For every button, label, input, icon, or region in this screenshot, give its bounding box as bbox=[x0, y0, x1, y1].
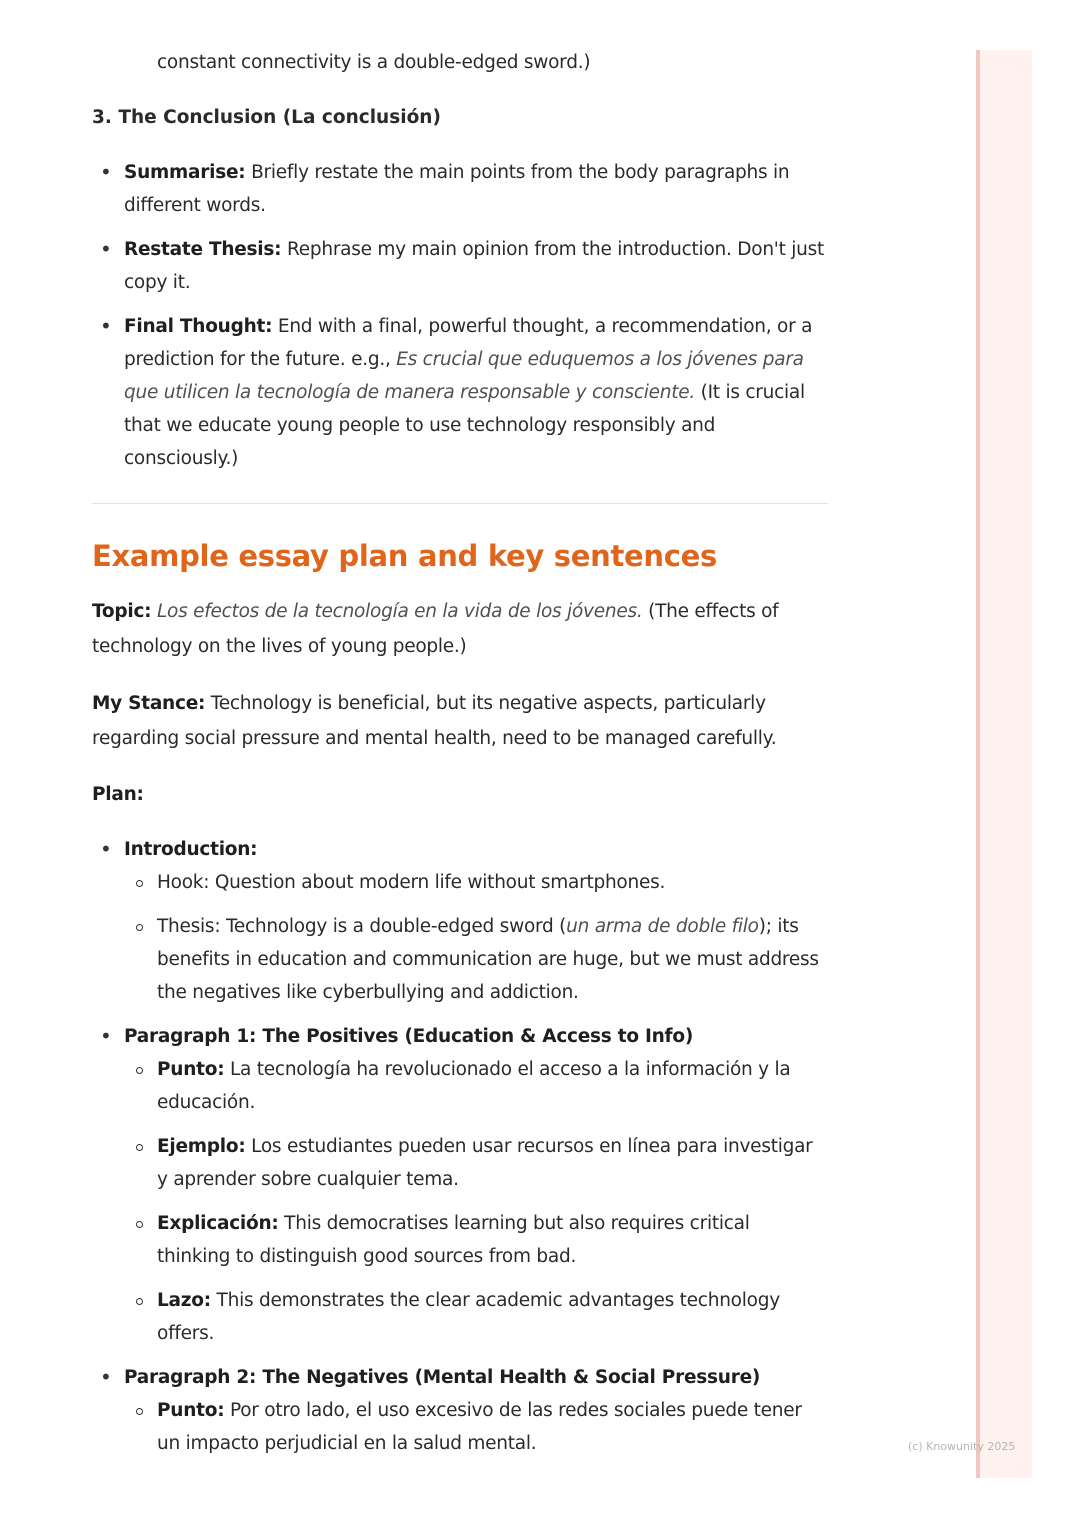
list-item bbox=[92, 310, 828, 475]
introduction-label: Introduction: bbox=[124, 839, 258, 860]
thesis-text-continued: ); its benefits in education and communication are huge, but we must address the negatives like cyberbullying and addiction. bbox=[157, 916, 819, 1003]
item-text: Por otro lado, el uso excesivo de las redes sociales puede tener un impacto perjudicial en la salud mental. bbox=[157, 1400, 802, 1454]
sublist-item: Hook: Question about modern life without smartphones. bbox=[124, 866, 828, 899]
plan-list bbox=[92, 833, 828, 1460]
plan-introduction bbox=[92, 833, 828, 1009]
conclusion-heading: 3. The Conclusion (La conclusión) bbox=[92, 107, 441, 128]
sublist-item bbox=[124, 1394, 828, 1460]
item-text: This democratises learning but also requires critical thinking to distinguish good sources from bad. bbox=[157, 1213, 750, 1267]
introduction-sublist bbox=[124, 866, 828, 1009]
plan-paragraph-1 bbox=[92, 1020, 828, 1350]
item-text: End with a final, powerful thought, a recommendation, or a prediction for the future. e.g., bbox=[124, 316, 813, 370]
list-item bbox=[92, 233, 828, 299]
document-content bbox=[92, 46, 828, 1471]
paragraph-2-sublist bbox=[124, 1394, 828, 1460]
copyright-footer: (c) Knowunity 2025 bbox=[908, 1440, 1016, 1453]
stance-text: Technology is beneficial, but its negative aspects, particularly regarding social pressure and mental health, need to be managed carefully. bbox=[92, 693, 777, 749]
sublist-item bbox=[124, 1130, 828, 1196]
plan-label: Plan: bbox=[92, 784, 144, 805]
intro-continuation: constant connectivity is a double-edged sword.) bbox=[157, 52, 591, 73]
sublist-item bbox=[124, 910, 828, 1009]
item-text: Los estudiantes pueden usar recursos en línea para investigar y aprender sobre cualquier tema. bbox=[157, 1136, 813, 1190]
item-label: Lazo: bbox=[157, 1290, 211, 1311]
item-label: Restate Thesis: bbox=[124, 239, 282, 260]
item-text: Rephrase my main opinion from the introduction. Don't just copy it. bbox=[124, 239, 825, 293]
item-text: This demonstrates the clear academic advantages technology offers. bbox=[157, 1290, 780, 1344]
list-item bbox=[92, 156, 828, 222]
topic-translation: (The effects of technology on the lives of young people.) bbox=[92, 601, 779, 657]
item-text: La tecnología ha revolucionado el acceso a la información y la educación. bbox=[157, 1059, 791, 1113]
item-label: Final Thought: bbox=[124, 316, 273, 337]
plan-paragraph-2 bbox=[92, 1361, 828, 1460]
sublist-item bbox=[124, 1207, 828, 1273]
margin-line bbox=[976, 50, 980, 1478]
paragraph-1-sublist bbox=[124, 1053, 828, 1350]
topic-spanish: Los efectos de la tecnología en la vida de los jóvenes. bbox=[156, 601, 643, 622]
item-text: Briefly restate the main points from the body paragraphs in different words. bbox=[124, 162, 790, 216]
section-heading: Example essay plan and key sentences bbox=[92, 539, 717, 573]
item-label: Explicación: bbox=[157, 1213, 279, 1234]
section-divider bbox=[92, 503, 828, 504]
item-label: Punto: bbox=[157, 1400, 225, 1421]
thesis-spanish: un arma de doble filo bbox=[566, 916, 759, 937]
stance-paragraph bbox=[92, 686, 828, 756]
conclusion-list bbox=[92, 156, 828, 475]
paragraph-1-label: Paragraph 1: The Positives (Education & Access to Info) bbox=[124, 1026, 694, 1047]
item-label: Summarise: bbox=[124, 162, 246, 183]
sublist-item bbox=[124, 1053, 828, 1119]
item-label: Punto: bbox=[157, 1059, 225, 1080]
item-label: Ejemplo: bbox=[157, 1136, 246, 1157]
spanish-example: Es crucial que eduquemos a los jóvenes para que utilicen la tecnología de manera responsable y consciente. bbox=[124, 349, 804, 403]
topic-paragraph bbox=[92, 594, 828, 664]
stance-label: My Stance: bbox=[92, 693, 206, 714]
paragraph-2-label: Paragraph 2: The Negatives (Mental Health & Social Pressure) bbox=[124, 1367, 761, 1388]
item-translation: (It is crucial that we educate young people to use technology responsibly and consciously.) bbox=[124, 382, 805, 469]
margin-panel bbox=[976, 50, 1032, 1478]
topic-label: Topic: bbox=[92, 601, 152, 622]
sublist-item bbox=[124, 1284, 828, 1350]
thesis-text: Thesis: Technology is a double-edged sword ( bbox=[157, 916, 567, 937]
